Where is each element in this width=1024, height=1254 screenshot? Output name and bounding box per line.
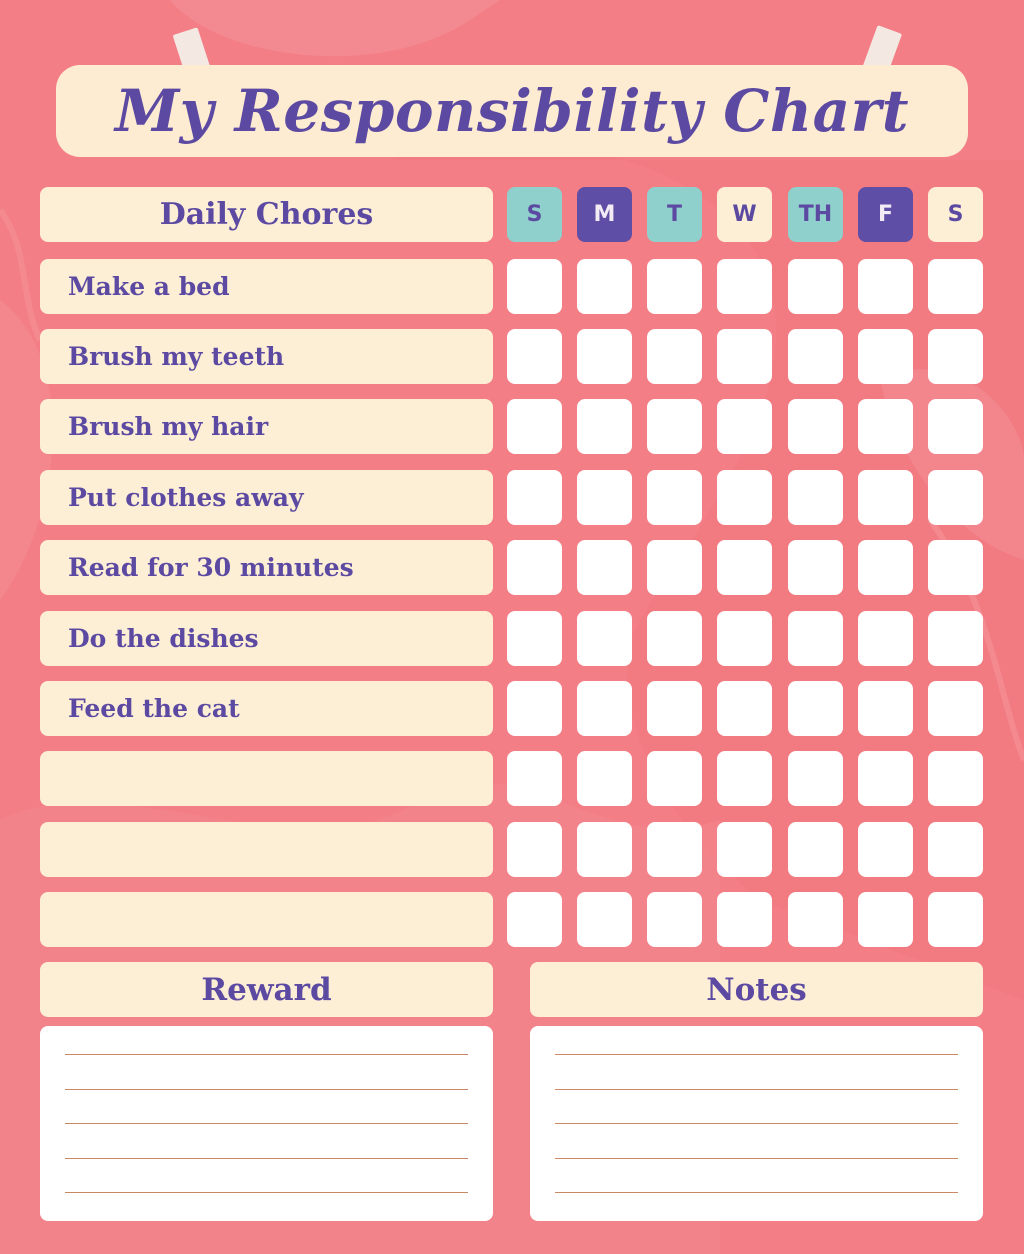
checkbox[interactable] — [647, 329, 702, 384]
reward-writing-area[interactable] — [40, 1026, 493, 1221]
checkbox[interactable] — [788, 822, 843, 877]
day-header-thursday: TH — [788, 187, 843, 242]
checkbox[interactable] — [577, 329, 632, 384]
writing-line — [555, 1089, 958, 1090]
checkbox[interactable] — [858, 470, 913, 525]
checkbox[interactable] — [858, 681, 913, 736]
checkbox[interactable] — [928, 399, 983, 454]
checkbox[interactable] — [507, 259, 562, 314]
writing-line — [555, 1192, 958, 1193]
checkbox[interactable] — [788, 329, 843, 384]
checkbox[interactable] — [717, 611, 772, 666]
checkbox[interactable] — [577, 681, 632, 736]
checkbox[interactable] — [647, 822, 702, 877]
checkbox[interactable] — [577, 822, 632, 877]
checkbox[interactable] — [858, 751, 913, 806]
checkbox[interactable] — [788, 540, 843, 595]
checkbox[interactable] — [647, 259, 702, 314]
checkbox[interactable] — [928, 681, 983, 736]
chore-label: Read for 30 minutes — [68, 553, 354, 582]
writing-line — [555, 1123, 958, 1124]
checkbox[interactable] — [928, 822, 983, 877]
writing-line — [65, 1054, 468, 1055]
chore-row[interactable] — [40, 329, 493, 384]
chores-header-label: Daily Chores — [159, 197, 374, 232]
writing-line — [65, 1158, 468, 1159]
checkbox[interactable] — [507, 611, 562, 666]
checkbox[interactable] — [717, 470, 772, 525]
checkbox[interactable] — [788, 470, 843, 525]
title-banner — [56, 65, 968, 157]
reward-header — [40, 962, 493, 1017]
checkbox[interactable] — [858, 892, 913, 947]
checkbox[interactable] — [577, 611, 632, 666]
chore-label: Do the dishes — [68, 624, 259, 653]
chores-header — [40, 187, 493, 242]
checkbox[interactable] — [577, 892, 632, 947]
checkbox[interactable] — [507, 892, 562, 947]
day-header-friday: F — [858, 187, 913, 242]
day-header-saturday: S — [928, 187, 983, 242]
checkbox[interactable] — [647, 470, 702, 525]
checkbox[interactable] — [577, 470, 632, 525]
chore-row[interactable] — [40, 540, 493, 595]
checkbox[interactable] — [858, 540, 913, 595]
checkbox[interactable] — [858, 399, 913, 454]
page-title: My Responsibility Chart — [114, 77, 910, 145]
checkbox[interactable] — [577, 540, 632, 595]
checkbox[interactable] — [577, 259, 632, 314]
notes-header — [530, 962, 983, 1017]
day-header-monday: M — [577, 187, 632, 242]
checkbox[interactable] — [507, 540, 562, 595]
checkbox[interactable] — [647, 399, 702, 454]
writing-line — [65, 1192, 468, 1193]
chore-label: Brush my hair — [68, 412, 269, 441]
checkbox[interactable] — [647, 681, 702, 736]
day-header-tuesday: T — [647, 187, 702, 242]
chore-row-blank[interactable] — [40, 822, 493, 877]
notes-label: Notes — [706, 971, 807, 1008]
checkbox[interactable] — [717, 259, 772, 314]
chore-label: Feed the cat — [68, 694, 240, 723]
checkbox[interactable] — [928, 470, 983, 525]
checkbox[interactable] — [507, 822, 562, 877]
checkbox[interactable] — [788, 259, 843, 314]
checkbox[interactable] — [717, 329, 772, 384]
checkbox[interactable] — [507, 399, 562, 454]
checkbox[interactable] — [788, 751, 843, 806]
checkbox[interactable] — [577, 751, 632, 806]
chore-label: Put clothes away — [68, 483, 304, 512]
checkbox[interactable] — [717, 540, 772, 595]
checkbox[interactable] — [858, 822, 913, 877]
checkbox[interactable] — [788, 892, 843, 947]
checkbox[interactable] — [717, 892, 772, 947]
checkbox[interactable] — [647, 540, 702, 595]
chore-row[interactable] — [40, 611, 493, 666]
chore-row[interactable] — [40, 470, 493, 525]
checkbox[interactable] — [928, 540, 983, 595]
checkbox[interactable] — [928, 892, 983, 947]
writing-line — [555, 1054, 958, 1055]
checkbox[interactable] — [788, 681, 843, 736]
day-header-wednesday: W — [717, 187, 772, 242]
chore-row-blank[interactable] — [40, 751, 493, 806]
reward-label: Reward — [201, 971, 332, 1008]
checkbox[interactable] — [928, 751, 983, 806]
checkbox[interactable] — [507, 751, 562, 806]
checkbox[interactable] — [647, 892, 702, 947]
checkbox[interactable] — [577, 399, 632, 454]
checkbox[interactable] — [928, 611, 983, 666]
chore-label: Make a bed — [68, 272, 230, 301]
day-header-sunday: S — [507, 187, 562, 242]
checkbox[interactable] — [858, 329, 913, 384]
chore-label: Brush my teeth — [68, 342, 285, 371]
chore-row-blank[interactable] — [40, 892, 493, 947]
checkbox[interactable] — [858, 611, 913, 666]
checkbox[interactable] — [647, 751, 702, 806]
chore-row[interactable] — [40, 259, 493, 314]
checkbox[interactable] — [788, 611, 843, 666]
checkbox[interactable] — [717, 399, 772, 454]
writing-line — [65, 1123, 468, 1124]
checkbox[interactable] — [717, 751, 772, 806]
writing-line — [555, 1158, 958, 1159]
checkbox[interactable] — [928, 259, 983, 314]
writing-line — [65, 1089, 468, 1090]
checkbox[interactable] — [788, 399, 843, 454]
checkbox[interactable] — [928, 329, 983, 384]
notes-writing-area[interactable] — [530, 1026, 983, 1221]
checkbox[interactable] — [507, 329, 562, 384]
checkbox[interactable] — [717, 822, 772, 877]
chore-row[interactable] — [40, 399, 493, 454]
checkbox[interactable] — [507, 470, 562, 525]
chore-row[interactable] — [40, 681, 493, 736]
checkbox[interactable] — [507, 681, 562, 736]
checkbox[interactable] — [717, 681, 772, 736]
checkbox[interactable] — [858, 259, 913, 314]
checkbox[interactable] — [647, 611, 702, 666]
